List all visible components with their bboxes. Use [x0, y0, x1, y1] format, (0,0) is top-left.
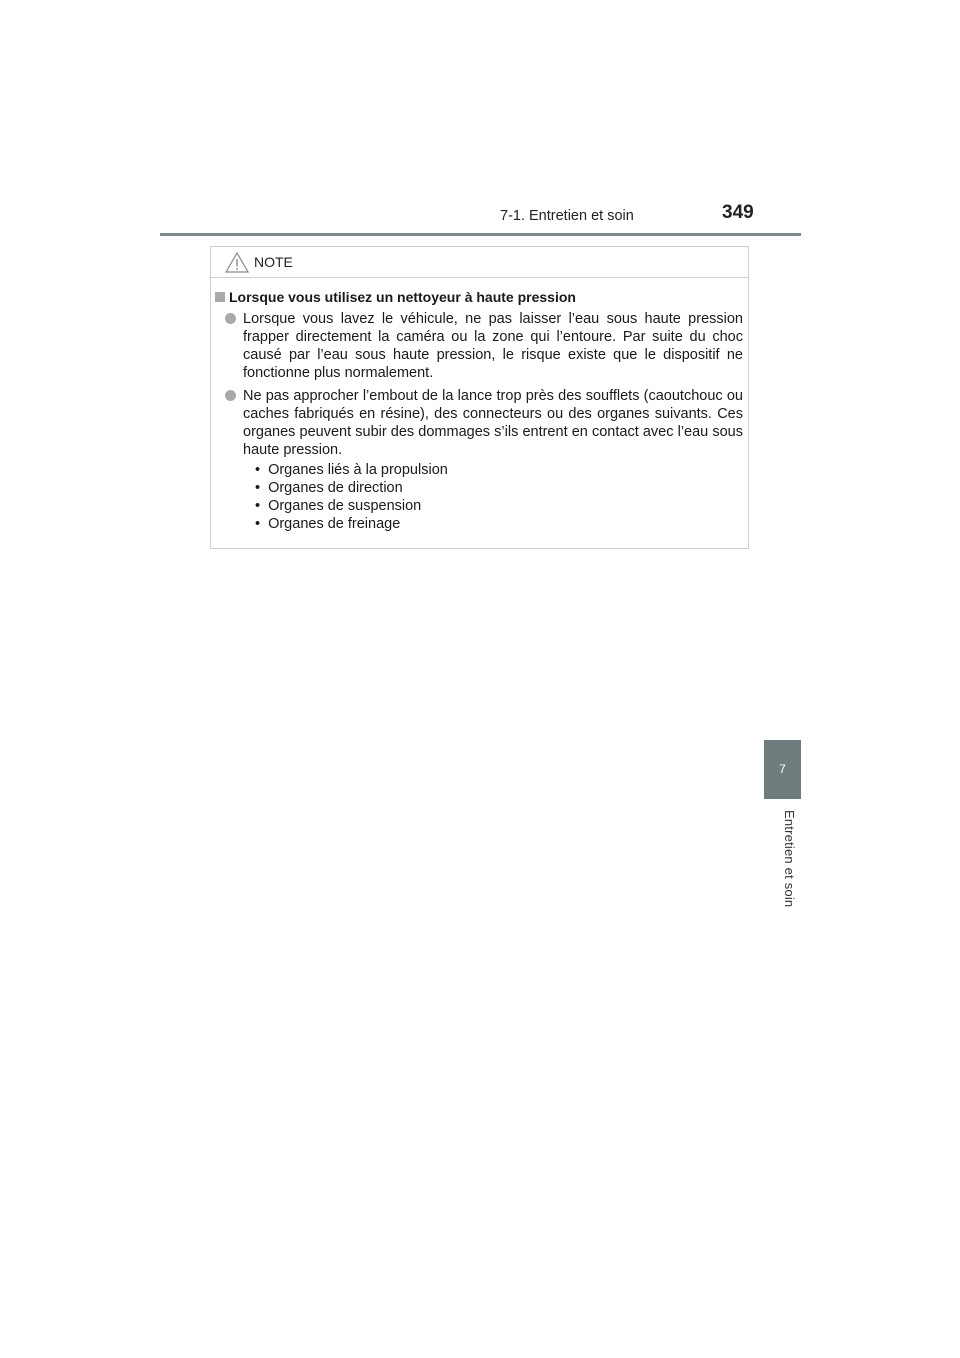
square-bullet-icon: [215, 292, 225, 302]
list-item: [225, 310, 743, 382]
list-item: [225, 387, 743, 459]
sub-list: [255, 461, 448, 533]
list-item-text: Lorsque vous lavez le véhicule, ne pas laisser l’eau sous haute pression frapper directement la caméra ou la zone qui l’entoure. Par suite du choc causé par l’eau sous haute pression, le risque existe que le dispositif ne fonctionne plus normalement.: [243, 311, 743, 381]
warning-triangle-icon: [225, 252, 249, 273]
chapter-tab: 7: [764, 740, 801, 799]
note-header: [211, 247, 748, 278]
chapter-tab-label: Entretien et soin: [782, 810, 797, 908]
round-bullet-icon: [225, 313, 236, 324]
note-section-heading: [215, 289, 745, 305]
header-rule: [160, 233, 801, 236]
round-bullet-icon: [225, 390, 236, 401]
sub-list-item: • Organes liés à la propulsion: [255, 461, 448, 479]
note-box: [210, 246, 749, 549]
note-title: NOTE: [254, 254, 293, 270]
sub-list-item: • Organes de direction: [255, 479, 448, 497]
header-section-title: 7-1. Entretien et soin: [500, 208, 634, 224]
sub-list-item: • Organes de freinage: [255, 515, 448, 533]
page-number: 349: [722, 202, 754, 223]
sub-list-item: • Organes de suspension: [255, 497, 448, 515]
note-section-title: Lorsque vous utilisez un nettoyeur à haute pression: [229, 289, 576, 305]
list-item-text: Ne pas approcher l’embout de la lance trop près des soufflets (caoutchouc ou caches fabriqués en résine), des connecteurs ou des organes suivants. Ces organes peuvent subir des dommages s’ils entrent en contact avec l’eau sous haute pression.: [243, 388, 743, 458]
